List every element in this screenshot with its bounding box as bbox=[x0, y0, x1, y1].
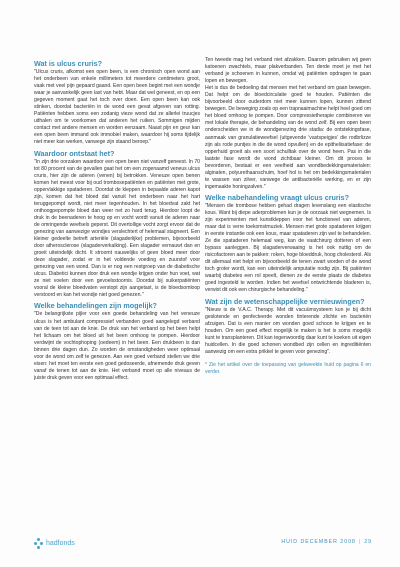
left-column bbox=[34, 57, 200, 382]
section-heading-causes: Waardoor ontstaat het? bbox=[34, 148, 115, 158]
body-paragraph: "Nieuw is de V.A.C. Therapy. Met dit vacuümsysteem kun je bij dicht geslotende en genfecteerde wonden tinterende zlichte en bacteriën afzuigen. Dat is een manier om wonden goed schoon te krijgen en te houden. Om een goed effect mogelijk te maken is het is soms mogelijk kunt te transplanteren. Dit kan tegenwoordig daar kunt te koeken uit eigen huidcellen. In die goed schonen wondbed zijn cellen en ingreditiënten aanwezig om een extra prikkel te geven voor genezing". bbox=[205, 306, 371, 355]
logo-text: hadfonds bbox=[46, 539, 75, 547]
body-paragraph: Het is dus de bedoeling dat mensen met het verband om gaan bewegen. Dat helpt om de bloedcirculatie goed te houden. Patiënten die bijvoorbeeld door ouderdom niet meer kunnen lopen, kunnen zittend bewegen. De beweging zoals op een trapnaaimachine helpt heel goed om het bloed omhoog te pompen. Door compressietherapie combineren we met lokale therapie, de behandeling van de wond zelf. Bij een open been onderscheiden we in de wondgenezing drie stadia: de ontstekingsfase, aanmaak van granulatieweefsel (uitgevende 'vastspeigjes' die rodbrlizze zijn als rode puntjes in die de wond opvullen) en de epitheliisatiefase: de opperhuid groeit als een soort schulltak over de wond heen. Pas in die laatste fase wordt de wond zichtbaar kleiner. Om dit proces te bevorderen, bestaat er een veelheid aan wondbedekkingsmaterialen: alginaten, polyurethaanschuim, hoef hol is het om bedekkingsmaterialen te wassen van zilver, vanwege de antibacteriële werking, en er zijn ingemaakte honingzalven." bbox=[205, 85, 372, 190]
footnote: * Zie het artikel over de toepassing van gekweekte huid op pagina 6 en verder. bbox=[205, 361, 371, 375]
body-paragraph: "Mensen die trombose hebben gehad dragen levenslang een elastische kous. Want bij diepe aderproblemen kun je de oorzaak niet wegnemen. Is zijn experimenten met kunstkleppen voor het functioneel van aderen, maar dat is verre toekomstmuziek. Mensen met grote spataderen krijgen in eerste instantie ook een kous, maar spataderen zijn wel te behandelen. Ze die spataderen helemaal weg, kan de vaatchirurg dotteren of een bypass aanleggen. Bij slagaderverwaaing is het ook nuttig om de risicofactoren aan te pakken: roken, hoge bloeddruk, hoog cholesterol. Als dit allemaal niet helpt en bijvoorbeeld de tenen zwart worden of de wond toch groter wordt, kan een uiteindelijk amputatie nodig zijn. Bij patiënten waarbij diabetes een rol speelt, dienen ze de eerste plaats de diabetes goed ingesteld te worden. Indien het weefsel ontwrichtende bladeren is, verwist dit ook een chirurgische behandeling." bbox=[205, 202, 371, 294]
logo-dots-icon bbox=[34, 538, 43, 549]
page-number: 29 bbox=[364, 539, 372, 545]
issue-label: HUID DECEMBER 2008 bbox=[281, 539, 356, 545]
section-heading-innovations: Wat zijn de wetenschappelijke vernieuwingen? bbox=[205, 296, 365, 306]
page-folio bbox=[281, 539, 372, 545]
section-heading-aftercare: Welke nabehandeling vraagt ulcus cruris? bbox=[205, 192, 350, 202]
section-heading-what-is: Wat is ulcus cruris? bbox=[34, 59, 103, 68]
body-paragraph: Ten tweede mag het verband niet afzakken. Daarom gebruiken wij geen katoenen zwachtels, maar plakverbanden. Ten derde moet je met het verband je schoenen in kunnen, omdat wij patiënten opdragen te gaan lopen en bewegen. bbox=[205, 57, 371, 85]
body-paragraph: "Ulcus cruris, afkomst een open been, is een chronisch open wond aan het onderbeen van enkele millimeters tot meerdere centimeters groot, vaak met veel pijn gepaard gaand. Een open been begint met een wondje waar je aanvankelijk geen last van hebt. Maar dat wel geneest, en op een gegeven moment gaat het toch over doen. Een open been kan ook stinken, doordat bacteriën in de wond een gevat afgeven van rotting. Patiënten hebben soms een zodanig vieze wond dat ze allerlei truucjes uithalen om te voorkomen dat anderen het ruiken. Sommigen mijden contact met andere mensen en worden eenzaam. Naast pijn en geur kan een open been immand ook immobiel maken, waardoor hij soms tijdelijk niet meer kan werken, vanwege zijn staand beroep." bbox=[34, 69, 200, 146]
body-paragraph: "De belangrijkste pijler voor een goede behandeling van het veneuze ulcus is het ambulant compressief verbanden goed aangelegd verband van de teen tot aan de knie. De druk van het verband op het been helpt het lichaam om het bloed uit het been omhoog te pompen. Hierdoor verdwijnt de vochtophoping (oedeem) in het been. Een drukbeen is dan binnen drie dagen dun. Zo worden de omstandigheden weer optimaal voor de wond om zelf te genezen. Aan een goed verband stellen we drie eisen: het moet ten eerste een goed gedoseerde, afnemende druk geven vanaf de tenen tot aan de knie. Het verband moet op alle niveaus de juiste druk geven voor een optimaal effect. bbox=[34, 311, 200, 381]
section-heading-treatments: Welke behandelingen zijn mogelijk? bbox=[34, 301, 157, 311]
body-paragraph: "In zijn drie oorzaken waardoor een open been niet vanzelf geneest. In 70 tot 80 procent van de gevallen gaat het om een zogenaamd veneus ulcus cruris, hier zijn de aderen (venen) bij betrokken. Veneuze open benen komen het meest voor bij oud trombosepatiënten en patiënten met grote, oppervlakkige spataderen. Doordat de kleppen in bepaalde aderen kapot zijn, komen dat het bloed dat vanuit het onderbeen naar het hart teruggepompt wordt, niet meer tegenhouden. In het bloedvat zakt het onthoogpepompte bloed dan weer net zo hard terug. Hierdoor loopt de druk in de beenaderen te hoog op en vocht wordt vanuit de aderen naar de omringende weefsels geperst. Dit overtollige vocht zorgt ervoor dat de genezing van aanwezige wondjes verslechtert of helemaal stagneert. Een kleiner gedeelte betreft arteriële (slagaderlijke) problemen, bijvoorbeeld door atherosclerose (slagaderverkalking). Een slagader vernauwt dan en groeit uiteindelijk dicht. It stroomt nauwelijks of geen bloed meer door deze slagader, zodat er in het voldende voeding en zuurstof voor genezing van een wond. Dan is er nog een restgroep van de diabetische ulcus. Diabetici kunnen door druk een wondje krijgen onder hun voet, wat ze niet voelen door een gevoelsstoornis. Doordat bij suikerpatiënten vooral de kleine bloedvaten verstopt zijn aangetast, is de bloedsomloop verstoord en kan het wondje niet goed genezen." bbox=[34, 158, 200, 299]
huidfonds-logo bbox=[34, 536, 75, 550]
folio-separator: | bbox=[358, 539, 362, 545]
right-column bbox=[205, 57, 371, 376]
